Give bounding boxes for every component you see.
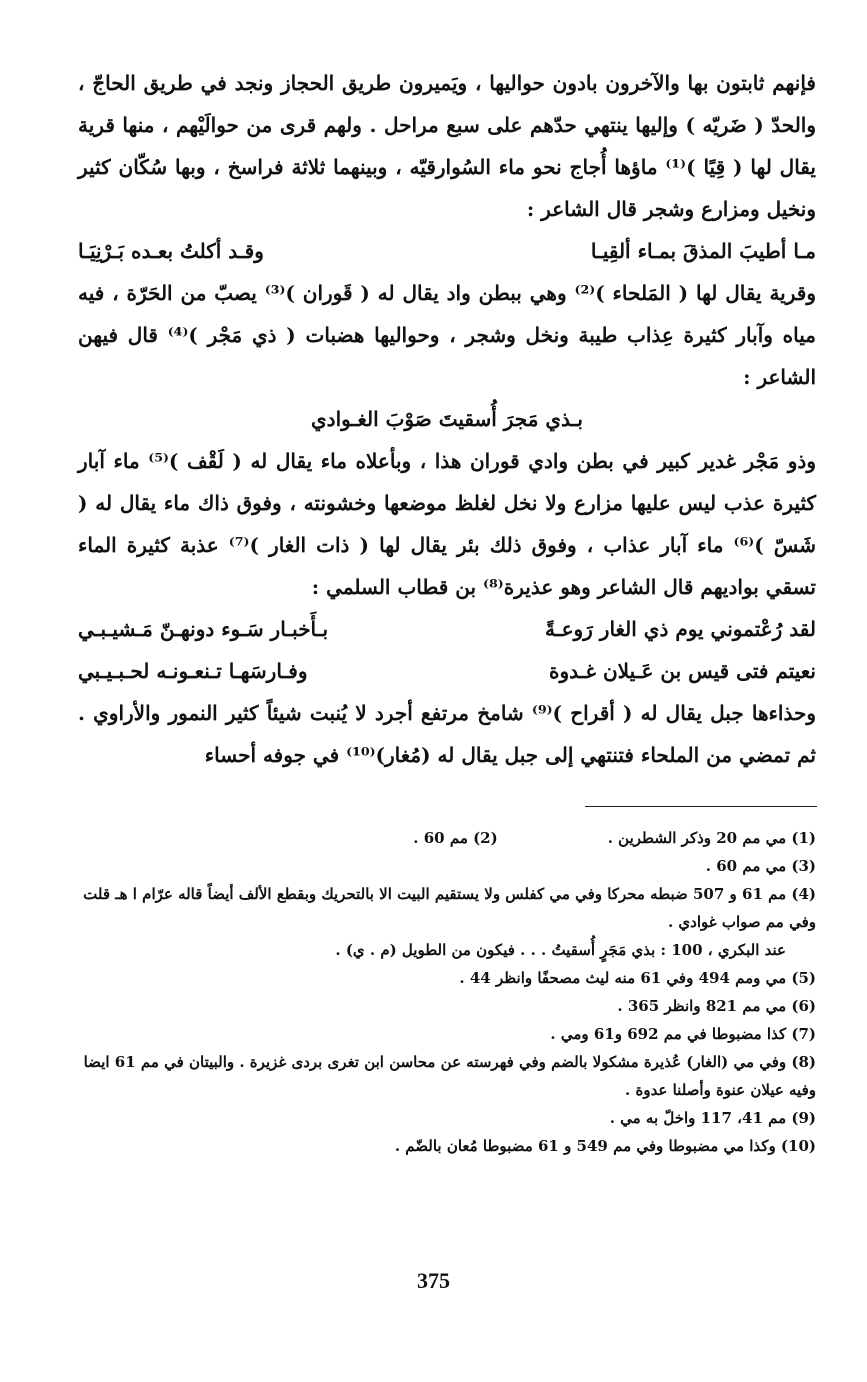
verse-3-line-1-first-hemistich: لقد رُعْتموني يوم ذي الغار رَوعـةً xyxy=(544,617,816,641)
footnote-7: (7) كذا مضبوطا في مم 692 و61 ومي . xyxy=(550,1025,816,1043)
footnote-10: (10) وكذا مي مضبوطا وفي مم 549 و 61 مضبوطا مُعان بالضّم . xyxy=(394,1137,816,1155)
footnote-row-1-2 xyxy=(78,824,816,852)
verse-1-second-hemistich: وقـد أكلتُ بعـده بَـرْنِيَـا xyxy=(78,239,264,263)
footnote-6: (6) مي مم 821 وانظر 365 . xyxy=(617,997,816,1015)
footnote-8: (8) وفي مي (الغار) عُذيرة مشكولا بالضم وفي فهرسته عن محاسن ابن تغرى بردى غزيرة . والبيتان في مم 61 ايضا وفيه عيلان عنوة وأصلنا عدوة . xyxy=(83,1053,816,1099)
paragraph-1: فإنهم ثابتون بها والآخرون بادون حواليها ، ويَميرون طريق الحجاز ونجد في طريق الحاجّ ، والحدّ ( ضَريّه ) وإليها ينتهي حدّهم على سبع مراحل . ولهم قرى من حوالَيْهم ، منها قرية يقال لها ( قِيًا )⁽¹⁾ ماؤها أُجاج نحو ماء السُوارقيّه ، وبينهما ثلاثة فراسخ ، وبها سُكّان كثير ونخيل ومزارع وشجر قال الشاعر : xyxy=(78,71,816,221)
verse-3-line-2-first-hemistich: نعيتم فتى قيس بن عَـيلان غـدوة xyxy=(549,659,816,683)
verse-1-first-hemistich: مـا أطيبَ المذقَ بمـاء ألقِيـا xyxy=(590,239,816,263)
verse-3-line-1 xyxy=(78,608,816,650)
main-text xyxy=(78,62,816,776)
footnote-5: (5) مي ومم 494 وفي 61 منه ليث مصحفًا وانظر 44 . xyxy=(459,969,816,987)
footnote-4-continuation: عند البكري ، 100 : بذي مَجَرٍ أُسقيتُ . . . فيكون من الطويل (م . ي) . xyxy=(335,941,786,959)
verse-2: بـذي مَجرَ أُسقيتَ صَوْبَ الغـوادي xyxy=(311,407,583,431)
footnote-4: (4) مم 61 و 507 ضبطه محركا وفي مي كفلس ولا يستقيم البيت الا بالتحريك وبقطع الألف أيضاً قاله عرّام ا هـ قلت وفي مم صواب غوادي . xyxy=(83,885,816,931)
verse-3-line-2 xyxy=(78,650,816,692)
paragraph-3: وذو مَجْر غدير كبير في بطن وادي قوران هذا ، وبأعلاه ماء يقال له ( لَقْف )⁽⁵⁾ ماء آبار كثيرة عذب ليس عليها مزارع ولا نخل لغلظ موضعها وخشونته ، وفوق ذاك ماء يقال له ( شَسّ )⁽⁶⁾ ماء آبار عذاب ، وفوق ذلك بئر يقال لها ( ذات الغار )⁽⁷⁾ عذبة كثيرة الماء تسقي بواديهم قال الشاعر وهو عذيرة⁽⁸⁾ بن قطاب السلمي : xyxy=(78,449,816,599)
footnote-1: (1) مي مم 20 وذكر الشطرين . xyxy=(607,829,816,847)
verse-3-line-2-second-hemistich: وفـارسَهـا تـنعـونـه لحـبـيـبي xyxy=(78,659,308,683)
footnotes xyxy=(78,824,816,1160)
footnote-3: (3) مي مم 60 . xyxy=(705,857,816,875)
page-number: 375 xyxy=(417,1268,450,1293)
paragraph-4: وحذاءها جبل يقال له ( أقراح )⁽⁹⁾ شامخ مرتفع أجرد لا يُنبت شيئاً كثير النمور والأراوي . ثم تمضي من الملحاء فتنتهي إلى جبل يقال له (مُغار)⁽¹⁰⁾ في جوفه أحساء xyxy=(78,701,817,767)
paragraph-2: وقرية يقال لها ( المَلحاء )⁽²⁾ وهي ببطن واد يقال له ( قَوران )⁽³⁾ يصبّ من الحَرّة ، فيه مياه وآبار كثيرة عِذاب طيبة ونخل وشجر ، وحواليها هضبات ( ذي مَجْر )⁽⁴⁾ قال فيهن الشاعر : xyxy=(78,281,817,389)
footnote-separator xyxy=(585,806,817,807)
footnote-2: (2) مم 60 . xyxy=(413,829,498,847)
footnote-9: (9) مم 41، 117 واخلّ به مي . xyxy=(609,1109,816,1127)
verse-1 xyxy=(78,230,816,272)
verse-3-line-1-second-hemistich: بـأَخبـار سَـوء دونهـنّ مَـشيـبـي xyxy=(78,617,329,641)
